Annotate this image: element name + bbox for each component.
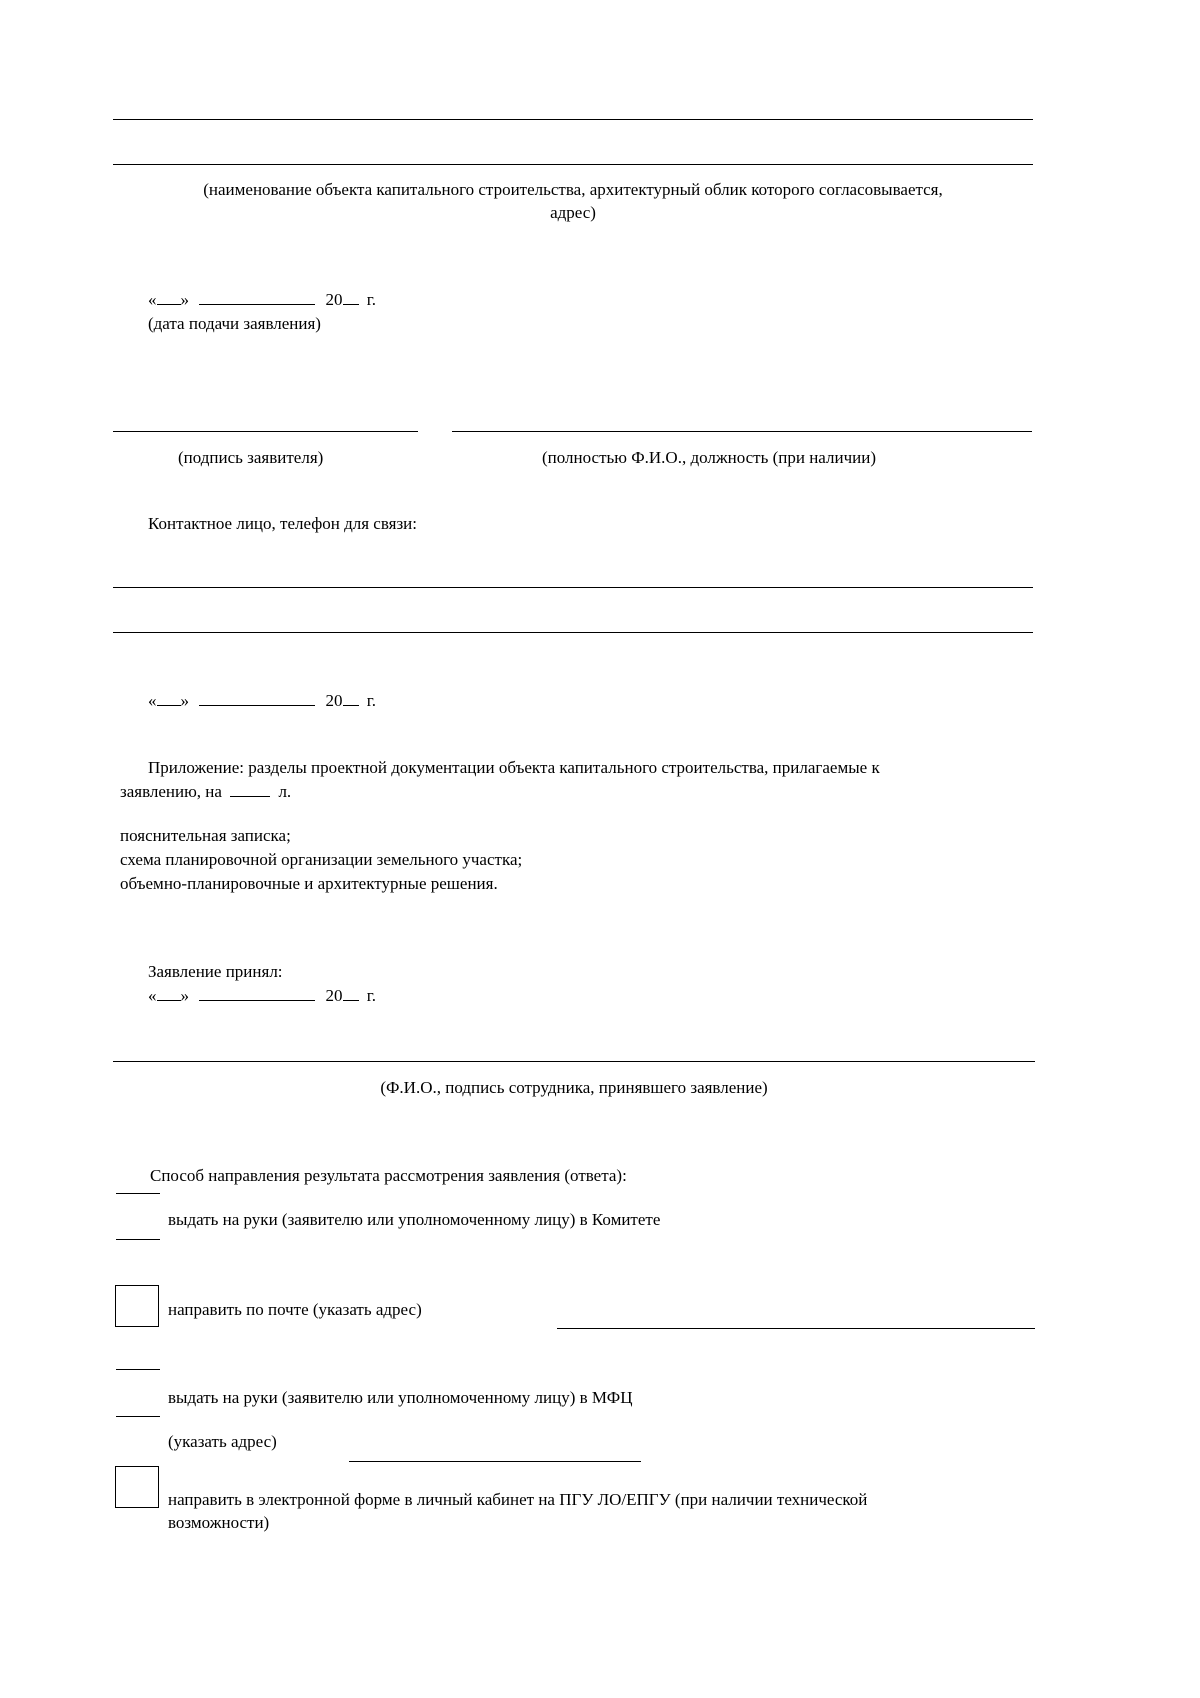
mail-address-line[interactable] [557, 1328, 1035, 1329]
contact-line-2[interactable] [113, 632, 1033, 633]
appendix-item: схема планировочной организации земельного участка; [120, 850, 523, 869]
object-caption-line-2: адрес) [550, 203, 596, 222]
appendix-line-1: Приложение: разделы проектной документации объекта капитального строительства, прилагаемые к [148, 758, 880, 777]
applicant-name-line[interactable] [452, 431, 1032, 432]
delivery-option-mfc: выдать на руки (заявителю или уполномоченному лицу) в МФЦ [168, 1388, 633, 1407]
accepted-label: Заявление принял: [148, 962, 283, 981]
electronic-checkbox[interactable] [115, 1466, 159, 1508]
option1-mark-bottom [116, 1239, 160, 1240]
option1-mark-top [116, 1193, 160, 1194]
accepted-date-field[interactable]: « » 20 г. [148, 986, 377, 1005]
contact-label: Контактное лицо, телефон для связи: [148, 514, 417, 533]
delivery-heading: Способ направления результата рассмотрения заявления (ответа): [150, 1166, 627, 1185]
sheet-count-field[interactable] [230, 782, 270, 797]
application-date-field[interactable]: « » 20 г. [148, 290, 377, 309]
delivery-option-electronic-line-1: направить в электронной форме в личный кабинет на ПГУ ЛО/ЕПГУ (при наличии технической [168, 1490, 868, 1509]
mail-checkbox[interactable] [115, 1285, 159, 1327]
employee-caption: (Ф.И.О., подпись сотрудника, принявшего заявление) [380, 1078, 768, 1097]
delivery-option-mail: направить по почте (указать адрес) [168, 1300, 422, 1319]
object-name-line-2[interactable] [113, 164, 1033, 165]
appendix-item: объемно-планировочные и архитектурные решения. [120, 874, 498, 893]
full-name-caption: (полностью Ф.И.О., должность (при наличии) [542, 448, 876, 467]
option3-mark-top [116, 1369, 160, 1370]
signature-caption: (подпись заявителя) [178, 448, 324, 467]
appendix-line-2: заявлению, на л. [120, 782, 292, 801]
contact-line-1[interactable] [113, 587, 1033, 588]
object-caption-line-1: (наименование объекта капитального строительства, архитектурный облик которого согласовывается, [203, 180, 943, 199]
option3-mark-bottom [116, 1416, 160, 1417]
employee-signature-line[interactable] [113, 1061, 1035, 1062]
delivery-option-electronic-line-2: возможности) [168, 1513, 270, 1532]
date-field-2[interactable]: « » 20 г. [148, 691, 377, 710]
mfc-address-line[interactable] [349, 1461, 641, 1462]
delivery-option-committee: выдать на руки (заявителю или уполномоченному лицу) в Комитете [168, 1210, 661, 1229]
object-name-line-1[interactable] [113, 119, 1033, 120]
mfc-address-label: (указать адрес) [168, 1432, 277, 1451]
appendix-item: пояснительная записка; [120, 826, 291, 845]
applicant-signature-line[interactable] [113, 431, 418, 432]
application-date-caption: (дата подачи заявления) [148, 314, 321, 333]
